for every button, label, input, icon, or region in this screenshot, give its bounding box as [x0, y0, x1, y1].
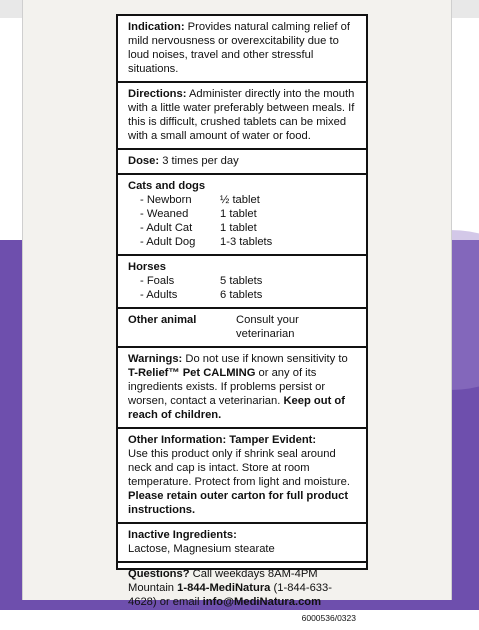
inactive-text: Lactose, Magnesium stearate [128, 543, 275, 555]
animal-dose: 6 tablets [220, 289, 263, 301]
dose-row [128, 193, 356, 207]
warnings-text-1: Do not use if known sensitivity to [185, 353, 348, 365]
dose-text: 3 times per day [162, 155, 239, 167]
inactive-section [118, 524, 366, 563]
animal-label: - Adults [140, 289, 178, 301]
horses-section [118, 256, 366, 309]
other-info-text: Use this product only if shrink seal around neck and cap is intact. Store at room temperature. Protect from light and moisture. [128, 448, 350, 488]
animal-label: - Adult Cat [140, 222, 193, 234]
warnings-bold: Keep out of reach of children. [128, 395, 345, 421]
dose-row [128, 207, 356, 221]
animal-dose: 1 tablet [220, 208, 257, 220]
directions-label: Directions: [128, 88, 187, 100]
indication-label: Indication: [128, 21, 185, 33]
animal-dose: ½ tablet [220, 194, 260, 206]
dose-row [128, 235, 356, 249]
questions-text-2: (1-844-633-4628) or email [128, 582, 332, 608]
horses-heading: Horses [128, 261, 166, 273]
other-info-section [118, 429, 366, 524]
other-animal-section [118, 309, 366, 348]
other-animal-row [128, 313, 356, 341]
animal-dose: 5 tablets [220, 275, 263, 287]
animal-label: - Adult Dog [140, 236, 196, 248]
inactive-label: Inactive Ingredients: [128, 529, 237, 541]
indication-text: Provides natural calming relief of mild nervousness or overexcitability due to loud noises, travel and other stressful situations. [128, 21, 350, 75]
warnings-section [118, 348, 366, 429]
product-code: 6000536/0323 [301, 613, 356, 623]
directions-text: Administer directly into the mouth with a little water preferably between meals. If this is difficult, crushed tablets can be mixed with a small amount of water or food. [128, 88, 355, 142]
indication-section [118, 16, 366, 83]
dose-section [118, 150, 366, 175]
questions-label: Questions? [128, 568, 190, 580]
warnings-label: Warnings: [128, 353, 183, 365]
drug-facts-panel [116, 14, 368, 623]
animal-dose: 1 tablet [220, 222, 257, 234]
phone-number[interactable]: 1-844-MediNatura [177, 582, 271, 594]
cats-dogs-heading: Cats and dogs [128, 180, 206, 192]
other-animal-text: Consult your veterinarian [236, 314, 299, 340]
product-name: T-Relief™ Pet CALMING [128, 367, 256, 379]
other-animal-label: Other animal [128, 314, 197, 326]
animal-dose: 1-3 tablets [220, 236, 273, 248]
cats-dogs-section [118, 175, 366, 256]
directions-section [118, 83, 366, 150]
other-info-label: Other Information: Tamper Evident: [128, 434, 317, 446]
questions-text-1: Call weekdays 8AM-4PM Mountain [128, 568, 318, 594]
dose-row [128, 274, 356, 288]
other-info-bold: Please retain outer carton for full product instructions. [128, 490, 349, 516]
animal-label: - Foals [140, 275, 175, 287]
email-link[interactable]: info@MediNatura.com [202, 596, 322, 608]
animal-label: - Weaned [140, 208, 189, 220]
dose-row [128, 221, 356, 235]
warnings-text-2: or any of its ingredients exists. If problems persist or worsen, contact a veterinarian. [128, 367, 326, 407]
questions-section [118, 563, 366, 630]
dose-label: Dose: [128, 155, 160, 167]
dose-row [128, 288, 356, 302]
animal-label: - Newborn [140, 194, 192, 206]
